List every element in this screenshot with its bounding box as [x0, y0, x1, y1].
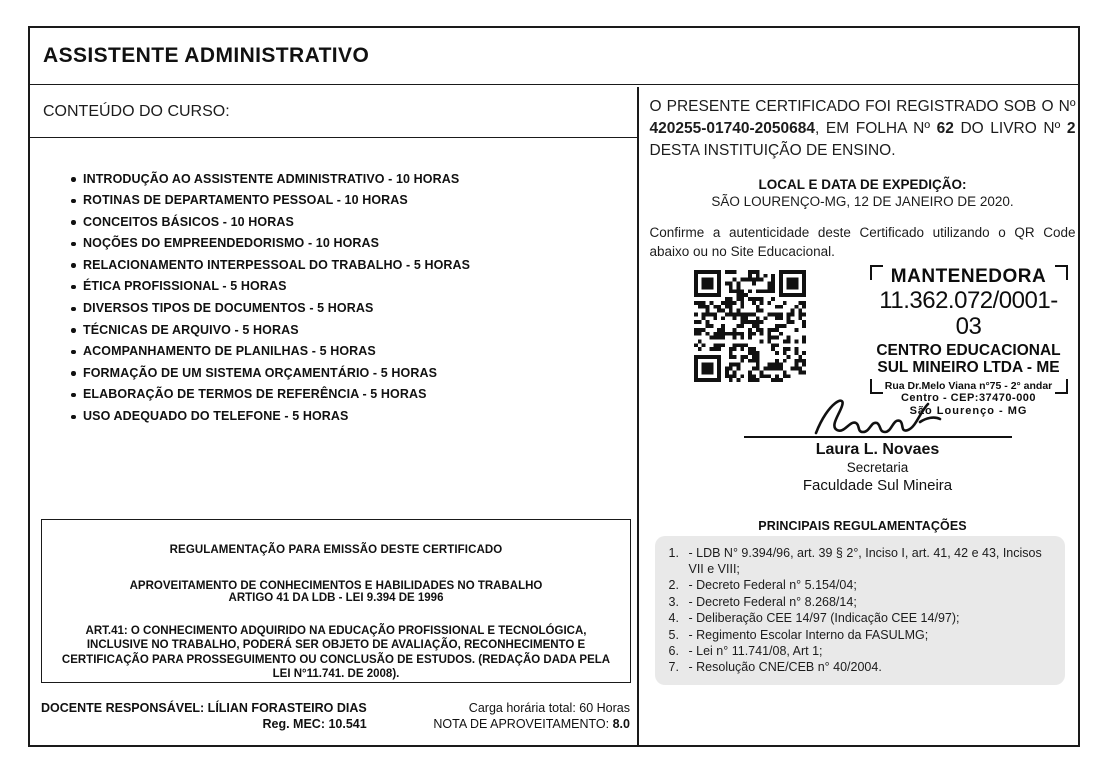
stamp-corner-icon: [1055, 379, 1068, 394]
stamp-address: Rua Dr.Melo Viana n°75 - 2° andar: [884, 379, 1053, 392]
regulations-title: PRINCIPAIS REGULAMENTAÇÕES: [758, 518, 967, 533]
course-item: ROTINAS DE DEPARTAMENTO PESSOAL - 10 HORAS: [70, 190, 610, 212]
regulation-box-subtitle2: ARTIGO 41 DA LDB - LEI 9.394 DE 1996: [228, 591, 444, 604]
regulation-item: 7. - Resolução CNE/CEB n° 40/2004.: [668, 660, 882, 675]
course-content-heading: CONTEÚDO DO CURSO:: [30, 87, 637, 138]
left-column: [30, 87, 637, 745]
docente-reg-mec: Reg. MEC: 10.541: [262, 716, 367, 731]
regulation-box-subtitle1: APROVEITAMENTO DE CONHECIMENTOS E HABILIDADES NO TRABALHO: [129, 579, 543, 592]
course-item: ACOMPANHAMENTO DE PLANILHAS - 5 HORAS: [70, 341, 610, 363]
registration-segment: O PRESENTE CERTIFICADO FOI REGISTRADO SOB O Nº: [649, 97, 1076, 115]
regulation-item: 5. - Regimento Escolar Interno da FASULMG;: [668, 627, 929, 642]
regulation-item: 4. - Deliberação CEE 14/97 (Indicação CEE 14/97);: [668, 611, 960, 626]
certificate-body: [30, 87, 1078, 745]
registration-segment: 2: [1066, 119, 1076, 137]
registration-text: [650, 96, 1076, 162]
docente-block: [41, 700, 367, 732]
grade-value: 8.0: [612, 716, 630, 731]
workload-total: Carga horária total: 60 Horas: [468, 700, 630, 715]
course-item: RELACIONAMENTO INTERPESSOAL DO TRABALHO - 5 HORAS: [70, 255, 610, 277]
expedition-value: SÃO LOURENÇO-MG, 12 DE JANEIRO DE 2020.: [711, 193, 1014, 209]
regulation-item: 1. - LDB N° 9.394/96, art. 39 § 2°, Inciso I, art. 41, 42 e 43, Incisos VII e VIII;: [668, 545, 1042, 576]
grade-line: [433, 716, 630, 732]
regulation-box-body: ART.41: O CONHECIMENTO ADQUIRIDO NA EDUCAÇÃO PROFISSIONAL E TECNOLÓGICA, INCLUSIVE NO TRABALHO, PODERÁ SER OBJETO DE AVALIAÇÃO, RECONHECIMENTO E CERTIFICAÇÃO PARA PROSSEGUIMENTO OU CONCLUSÃO DE ESTUDOS. (REDAÇÃO DADA PELA LEI N°11.741. DE 2008).: [61, 624, 611, 680]
signatory-name: Laura L. Novaes: [815, 440, 940, 458]
course-item: DIVERSOS TIPOS DE DOCUMENTOS - 5 HORAS: [70, 298, 610, 320]
course-item: CONCEITOS BÁSICOS - 10 HORAS: [70, 212, 610, 234]
stamp-line: SUL MINEIRO LTDA - ME: [877, 358, 1060, 376]
docente-name: DOCENTE RESPONSÁVEL: LÍLIAN FORASTEIRO DIAS: [41, 700, 367, 715]
stamp-address: São Lourenço - MG: [909, 404, 1028, 417]
title-row: [30, 28, 1078, 85]
course-item: TÉCNICAS DE ARQUIVO - 5 HORAS: [70, 320, 610, 342]
certificate-border: [28, 26, 1080, 747]
registration-segment: , EM FOLHA Nº: [815, 119, 937, 137]
registration-segment: DO LIVRO Nº: [953, 119, 1067, 137]
course-item: INTRODUÇÃO AO ASSISTENTE ADMINISTRATIVO - 10 HORAS: [70, 169, 610, 191]
registration-segment: DESTA INSTITUIÇÃO DE ENSINO.: [649, 141, 896, 159]
regulation-box-title: REGULAMENTAÇÃO PARA EMISSÃO DESTE CERTIFICADO: [169, 543, 503, 556]
signature-block: [744, 392, 1012, 494]
stamp-cnpj: 11.362.072/0001-03: [879, 286, 1058, 340]
expedition-title: LOCAL E DATA DE EXPEDIÇÃO:: [758, 176, 967, 192]
cnpj-stamp: [868, 264, 1070, 417]
stamp-address: Centro - CEP:37470-000: [900, 392, 1037, 404]
stamp-line: MANTENEDORA: [890, 265, 1047, 287]
stamp-line: CENTRO EDUCACIONAL: [876, 341, 1061, 359]
confirm-authenticity-text: Confirme a autenticidade deste Certificado utilizando o QR Code abaixo ou no Site Educacional.: [649, 224, 1076, 259]
course-list: [70, 169, 610, 428]
regulations-list: [655, 536, 1065, 685]
registration-segment: 420255-01740-2050684: [649, 119, 815, 137]
course-item: FORMAÇÃO DE UM SISTEMA ORÇAMENTÁRIO - 5 HORAS: [70, 363, 610, 385]
course-item: ELABORAÇÃO DE TERMOS DE REFERÊNCIA - 5 HORAS: [70, 384, 610, 406]
footer-row: [41, 700, 630, 732]
course-item: NOÇÕES DO EMPREENDEDORISMO - 10 HORAS: [70, 233, 610, 255]
course-title: ASSISTENTE ADMINISTRATIVO: [43, 44, 370, 67]
regulation-item: 2. - Decreto Federal n° 5.154/04;: [668, 578, 857, 593]
signatory-institution: Faculdade Sul Mineira: [802, 476, 953, 494]
course-item: USO ADEQUADO DO TELEFONE - 5 HORAS: [70, 406, 610, 428]
stamp-corner-icon: [870, 265, 883, 280]
workload-block: [433, 700, 630, 732]
registration-segment: 62: [936, 119, 954, 137]
signatory-role: Secretaria: [846, 459, 909, 475]
stamp-corner-icon: [1055, 265, 1068, 280]
course-item: ÉTICA PROFISSIONAL - 5 HORAS: [70, 276, 610, 298]
regulation-item: 6. - Lei n° 11.741/08, Art 1;: [668, 643, 823, 658]
qr-code-icon: [694, 270, 806, 382]
signature-image: [744, 392, 1012, 436]
regulation-item: 3. - Decreto Federal n° 8.268/14;: [668, 594, 857, 609]
right-column: [639, 87, 1083, 745]
grade-label: NOTA DE APROVEITAMENTO:: [433, 716, 613, 731]
regulation-box: [41, 519, 631, 683]
